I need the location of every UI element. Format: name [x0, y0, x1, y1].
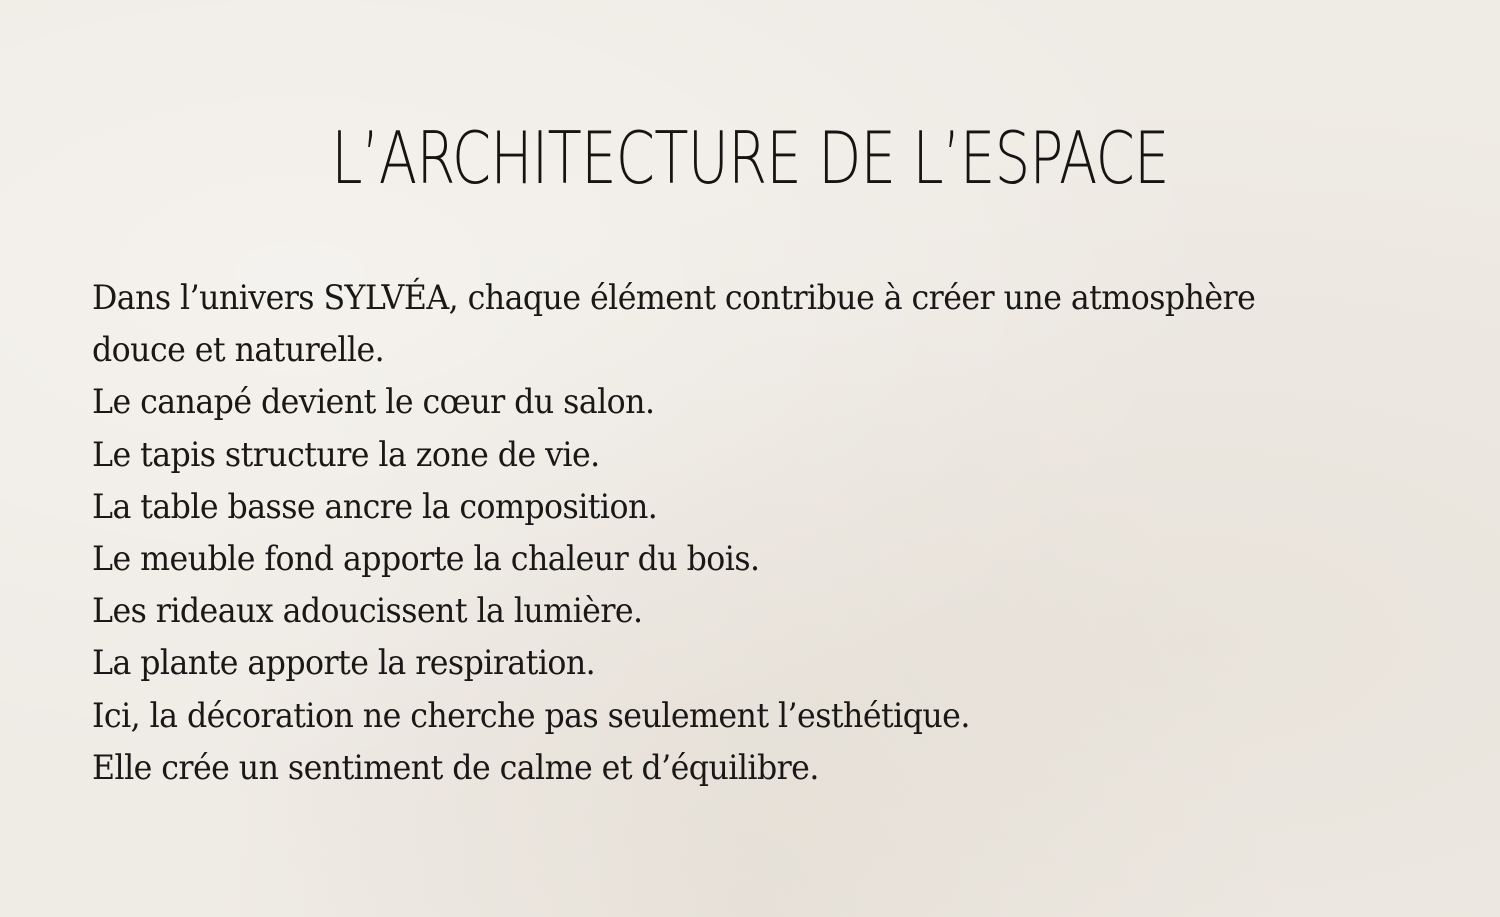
paragraph-line: Le canapé devient le cœur du salon.: [92, 382, 655, 423]
paragraph-line: La table basse ancre la composition.: [92, 486, 658, 527]
page-title: L’ARCHITECTURE DE L’ESPACE: [331, 116, 1169, 200]
paragraph-line: Ici, la décoration ne cherche pas seulement l’esthétique.: [92, 695, 970, 736]
paragraph-line: Les rideaux adoucissent la lumière.: [92, 591, 643, 632]
paragraph-line: Le meuble fond apporte la chaleur du bois.: [92, 539, 760, 580]
paragraph-line: douce et naturelle.: [92, 330, 385, 371]
paragraph-line: Elle crée un sentiment de calme et d’équilibre.: [92, 747, 819, 788]
body-paragraph: [92, 272, 1412, 794]
paragraph-line: Le tapis structure la zone de vie.: [92, 434, 600, 475]
paragraph-line: Dans l’univers SYLVÉA, chaque élément contribue à créer une atmosphère: [92, 278, 1256, 318]
paragraph-line: La plante apporte la respiration.: [92, 643, 596, 684]
